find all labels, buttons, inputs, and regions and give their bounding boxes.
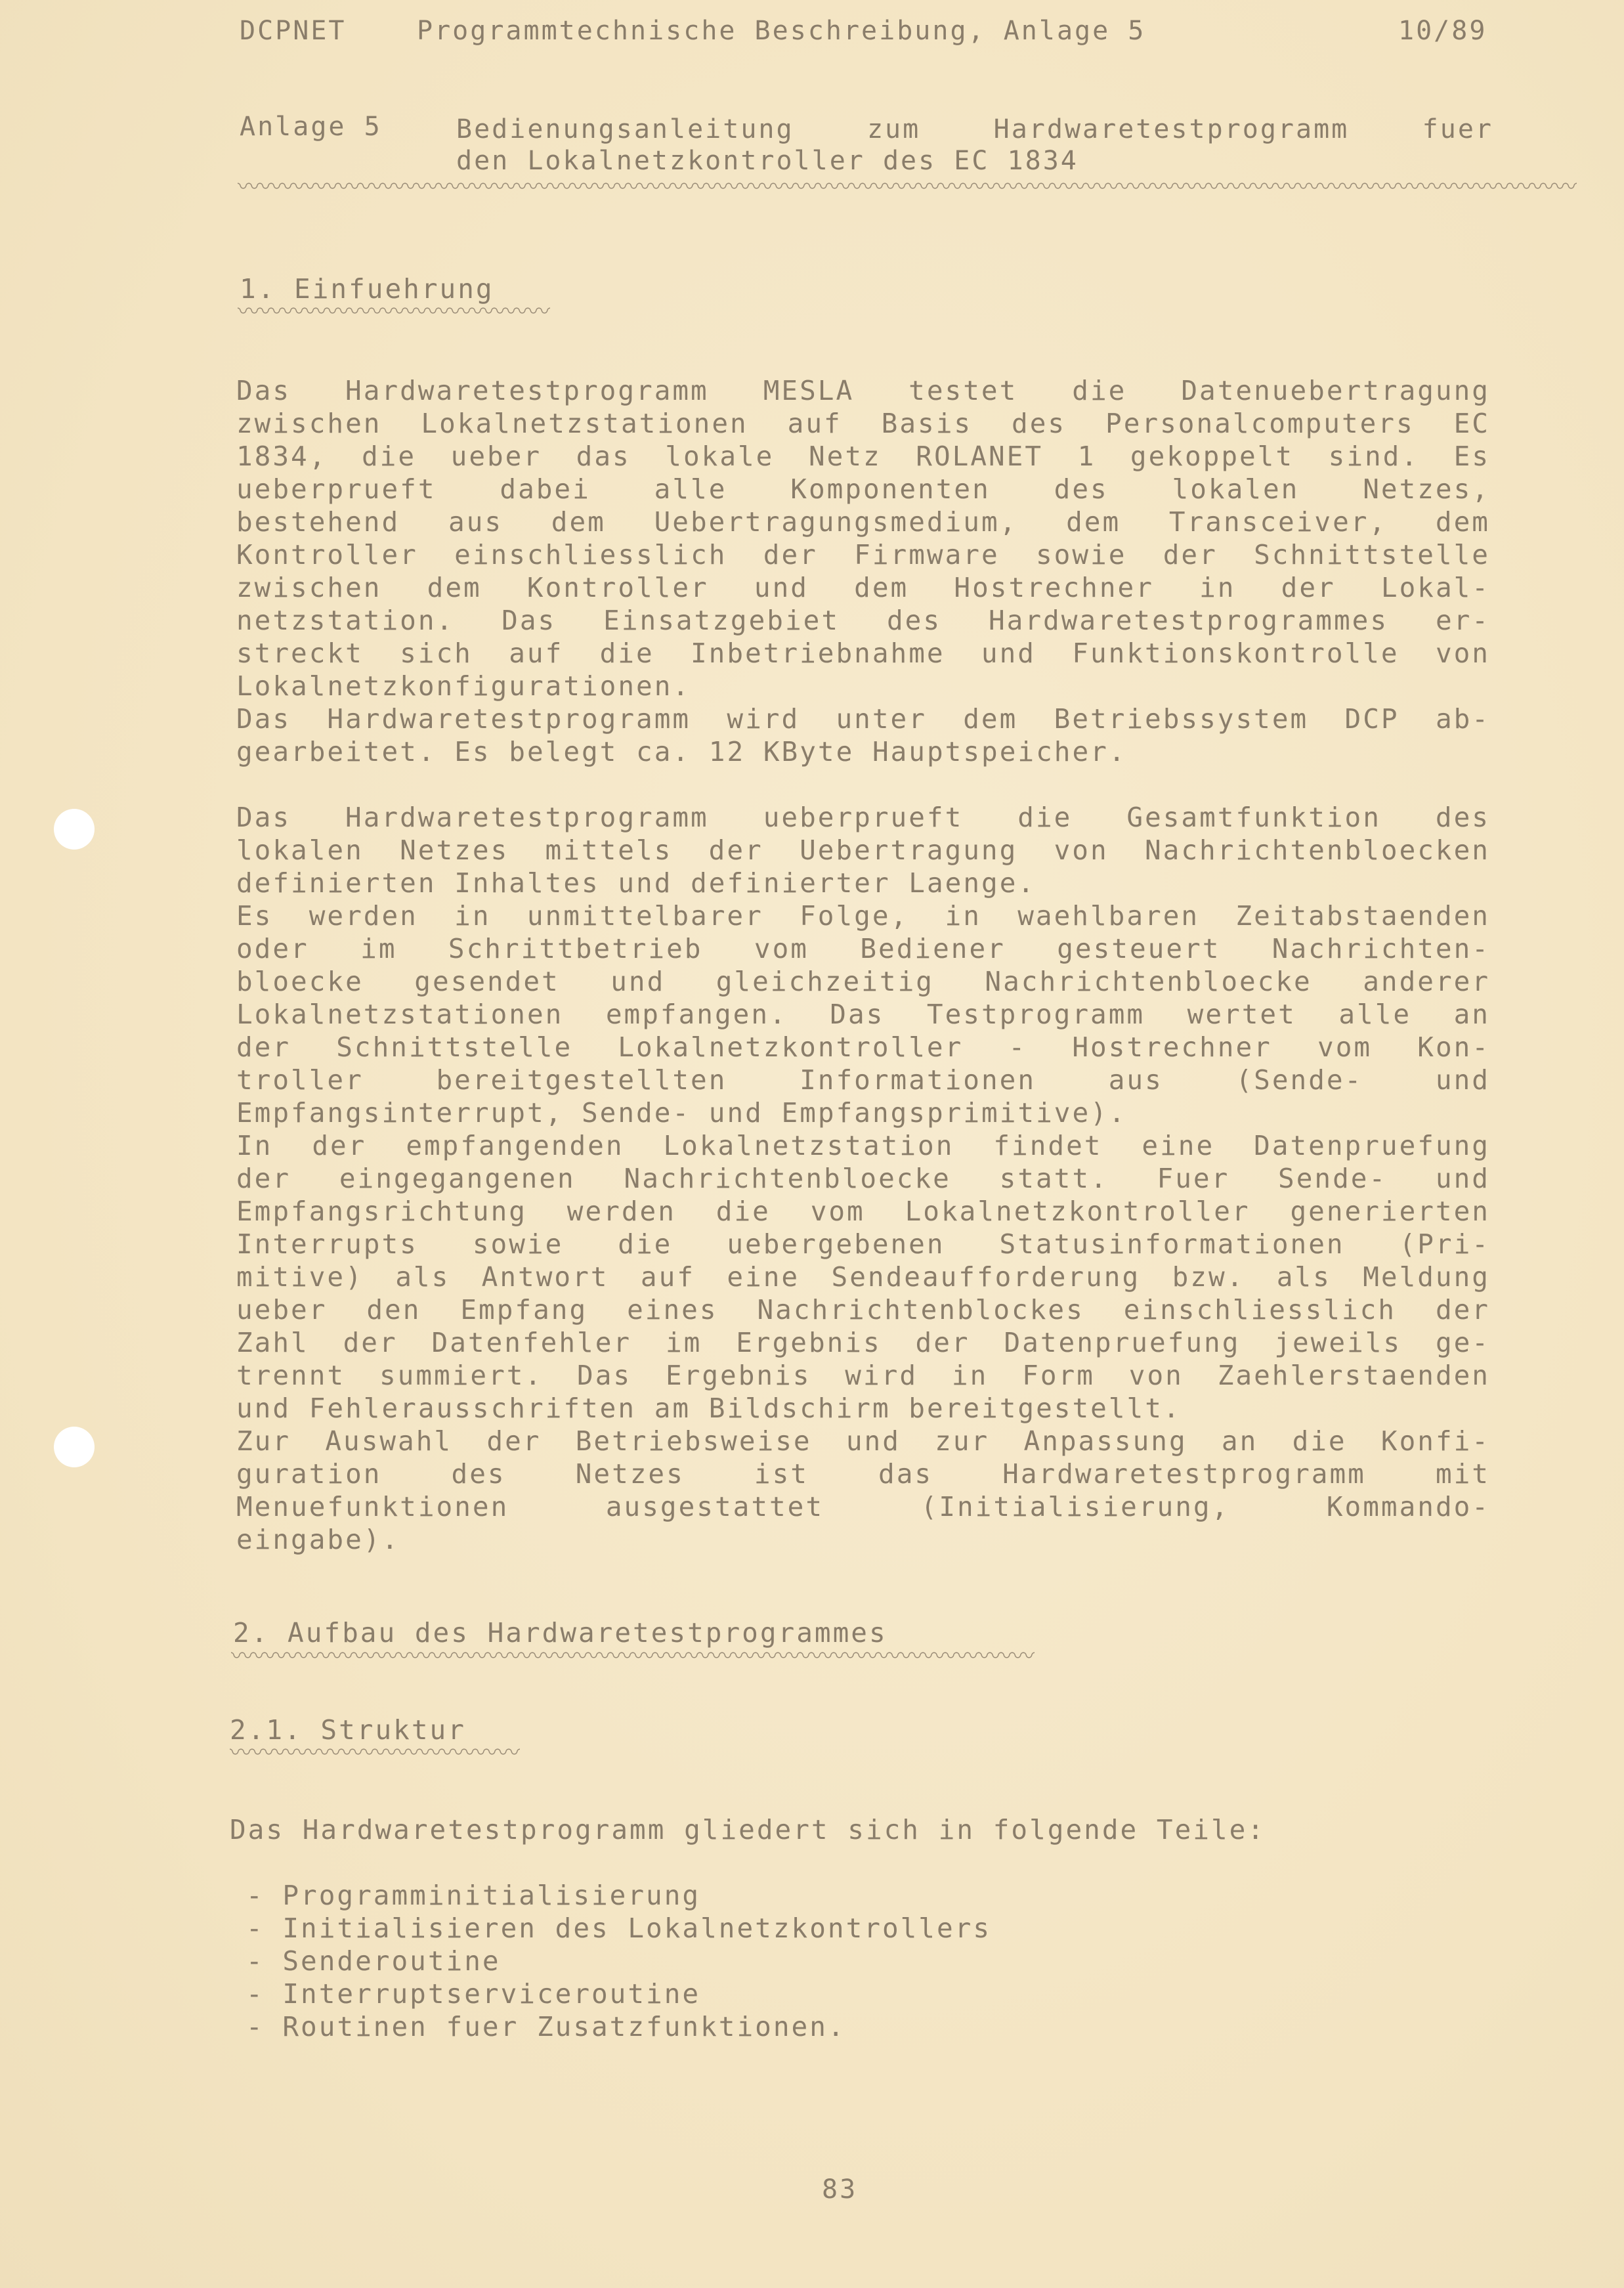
section-1-heading: 1. Einfuehrung xyxy=(240,273,494,305)
text-line: lokalen Netzes mittels der Uebertragung von Nachrichtenbloecken xyxy=(236,834,1490,866)
text-line: Zahl der Datenfehler im Ergebnis der Datenpruefung jeweils ge- xyxy=(236,1327,1490,1358)
text-line: Empfangsinterrupt, Sende- und Empfangsprimitive). xyxy=(236,1097,1127,1129)
text-line: gearbeitet. Es belegt ca. 12 KByte Hauptspeicher. xyxy=(236,736,1127,767)
text-line: Lokalnetzkonfigurationen. xyxy=(236,670,691,702)
title-underline: 〰〰〰〰〰〰〰〰〰〰〰〰〰〰〰〰〰〰〰〰〰〰〰〰〰〰〰〰〰〰〰〰〰〰〰〰〰〰〰〰〰〰〰〰〰〰〰〰〰〰〰〰〰〰〰〰〰〰〰〰 xyxy=(238,174,1577,200)
header-product: DCPNET xyxy=(240,16,347,46)
text-line: eingabe). xyxy=(236,1524,400,1555)
text-line: bestehend aus dem Uebertragungsmedium, dem Transceiver, dem xyxy=(236,506,1490,538)
text-line: Kontroller einschliesslich der Firmware sowie der Schnittstelle xyxy=(236,539,1490,571)
text-line: der eingegangenen Nachrichtenbloecke statt. Fuer Sende- und xyxy=(236,1163,1490,1194)
text-line: Das Hardwaretestprogramm ueberprueft die Gesamtfunktion des xyxy=(236,802,1490,833)
header-date: 10/89 xyxy=(1398,16,1487,46)
list-item: - Interruptserviceroutine xyxy=(246,1978,701,2010)
header-document-title: Programmtechnische Beschreibung, Anlage 5 xyxy=(417,16,1146,46)
text-line: und Fehlerausschriften am Bildschirm bereitgestellt. xyxy=(236,1392,1182,1424)
text-line: definierten Inhaltes und definierter Laenge. xyxy=(236,867,1036,899)
section-2-1-heading: 2.1. Struktur xyxy=(230,1714,466,1746)
section-2-heading: 2. Aufbau des Hardwaretestprogrammes xyxy=(233,1617,887,1649)
text-line: Menuefunktionen ausgestattet (Initialisierung, Kommando- xyxy=(236,1491,1490,1522)
text-line: Es werden in unmittelbarer Folge, in waehlbaren Zeitabstaenden xyxy=(236,900,1490,932)
annex-label: Anlage 5 xyxy=(240,112,382,142)
text-line: streckt sich auf die Inbetriebnahme und Funktionskontrolle von xyxy=(236,637,1490,669)
punch-hole-lower xyxy=(54,1427,95,1467)
section-1-underline: 〰〰〰〰〰〰〰〰〰〰〰〰〰〰 xyxy=(238,299,550,325)
text-line: der Schnittstelle Lokalnetzkontroller - Hostrechner vom Kon- xyxy=(236,1031,1490,1063)
text-line: Das Hardwaretestprogramm MESLA testet die Datenuebertragung xyxy=(236,375,1490,406)
list-item: - Senderoutine xyxy=(246,1945,501,1977)
text-line: bloecke gesendet und gleichzeitig Nachrichtenbloecke anderer xyxy=(236,966,1490,997)
text-line: Lokalnetzstationen empfangen. Das Testprogramm wertet alle an xyxy=(236,999,1490,1030)
text-line: zwischen dem Kontroller und dem Hostrechner in der Lokal- xyxy=(236,572,1490,603)
text-line: In der empfangenden Lokalnetzstation findet eine Datenpruefung xyxy=(236,1130,1490,1161)
text-line: ueberprueft dabei alle Komponenten des lokalen Netzes, xyxy=(236,473,1490,505)
list-item: - Programminitialisierung xyxy=(246,1880,701,1911)
section-2-1-underline: 〰〰〰〰〰〰〰〰〰〰〰〰〰 xyxy=(230,1740,520,1766)
text-line: trennt summiert. Das Ergebnis wird in Form von Zaehlerstaenden xyxy=(236,1360,1490,1391)
list-item: - Initialisieren des Lokalnetzkontrollers xyxy=(246,1912,992,1944)
text-line: Das Hardwaretestprogramm wird unter dem Betriebssystem DCP ab- xyxy=(236,703,1490,735)
structure-intro: Das Hardwaretestprogramm gliedert sich in folgende Teile: xyxy=(230,1814,1266,1846)
text-line: oder im Schrittbetrieb vom Bediener gesteuert Nachrichten- xyxy=(236,933,1490,964)
text-line: troller bereitgestellten Informationen aus (Sende- und xyxy=(236,1064,1490,1096)
text-line: netzstation. Das Einsatzgebiet des Hardwaretestprogrammes er- xyxy=(236,605,1490,636)
text-line: ueber den Empfang eines Nachrichtenblockes einschliesslich der xyxy=(236,1294,1490,1326)
text-line: Interrupts sowie die uebergebenen Statusinformationen (Pri- xyxy=(236,1228,1490,1260)
annex-title-line-2: den Lokalnetzkontroller des EC 1834 xyxy=(456,146,1079,176)
text-line: zwischen Lokalnetzstationen auf Basis des Personalcomputers EC xyxy=(236,408,1490,439)
list-item: - Routinen fuer Zusatzfunktionen. xyxy=(246,2011,846,2042)
section-2-underline: 〰〰〰〰〰〰〰〰〰〰〰〰〰〰〰〰〰〰〰〰〰〰〰〰〰〰〰〰〰〰〰〰〰〰〰〰 xyxy=(231,1643,1035,1670)
text-line: Zur Auswahl der Betriebsweise und zur Anpassung an die Konfi- xyxy=(236,1425,1490,1457)
text-line: guration des Netzes ist das Hardwaretestprogramm mit xyxy=(236,1458,1490,1490)
page-number: 83 xyxy=(822,2174,858,2205)
text-line: mitive) als Antwort auf eine Sendeaufforderung bzw. als Meldung xyxy=(236,1261,1490,1293)
punch-hole-upper xyxy=(54,809,95,850)
annex-title-line-1: Bedienungsanleitung zum Hardwaretestprogramm fuer xyxy=(456,114,1493,144)
text-line: 1834, die ueber das lokale Netz ROLANET 1 gekoppelt sind. Es xyxy=(236,441,1490,472)
text-line: Empfangsrichtung werden die vom Lokalnetzkontroller generierten xyxy=(236,1196,1490,1227)
